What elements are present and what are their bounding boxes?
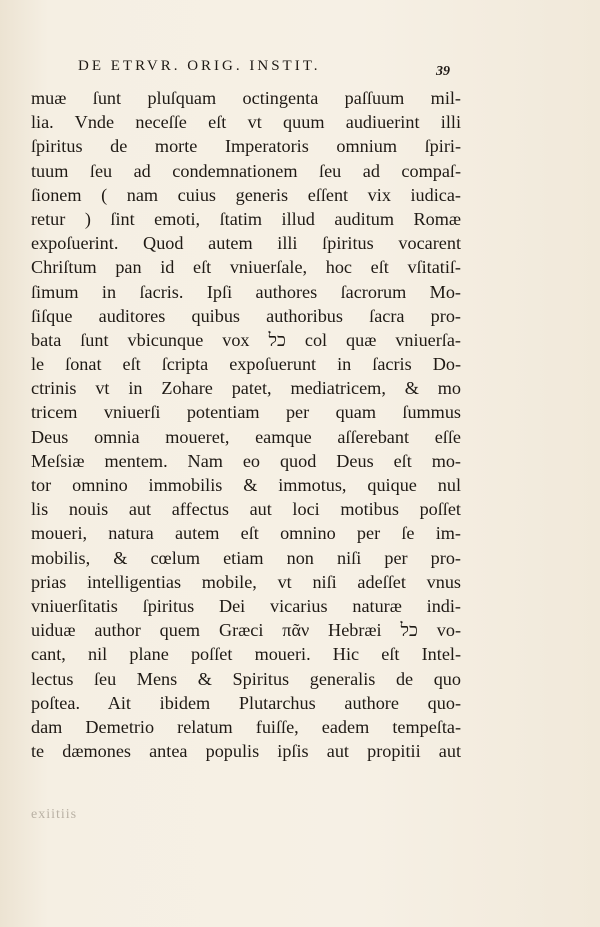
text-line: tuum ſeu ad condemnationem ſeu ad compaſ- [31, 160, 461, 181]
text-line: cant, nil plane poſſet moueri. Hic eſt Intel- [31, 644, 461, 665]
text-line: ctrinis vt in Zohare patet, mediatricem, & mo [31, 378, 461, 399]
text-line: Deus omnia moueret, eamque aſſerebant eſſe [31, 426, 461, 447]
text-line: uiduæ author quem Græci πᾶν Hebræi כל vo- [31, 620, 462, 641]
text-line: poſtea. Ait ibidem Plutarchus authore quo- [31, 692, 461, 713]
text-line: Chriſtum pan id eſt vniuerſale, hoc eſt vſitatiſ- [31, 257, 461, 278]
text-line: dam Demetrio relatum fuiſſe, eadem tempeſta- [31, 716, 461, 737]
text-line: ſpiritus de morte Imperatoris omnium ſpiri- [31, 136, 461, 157]
page-number: 39 [436, 64, 450, 79]
text-line: prias intelligentias mobile, vt niſi adeſſet vnus [31, 571, 461, 592]
text-line: tricem vniuerſi potentiam per quam ſummus [31, 402, 461, 423]
text-line: te dæmones antea populis ipſis aut propitii aut [31, 741, 461, 762]
text-line: bata ſunt vbicunque vox כל col quæ vniuerſa- [31, 329, 461, 350]
text-line: ſimum in ſacris. Ipſi authores ſacrorum Mo- [31, 281, 461, 302]
text-line: Meſsiæ mentem. Nam eo quod Deus eſt mo- [31, 450, 461, 471]
text-line: tor omnino immobilis & immotus, quique nul [31, 475, 461, 495]
running-head: DE ETRVR. ORIG. INSTIT. [78, 58, 321, 74]
text-line: moueri, natura autem eſt omnino per ſe im- [31, 523, 461, 544]
text-line: lia. Vnde neceſſe eſt vt quum audiuerint illi [31, 112, 461, 133]
text-line: ſionem ( nam cuius generis eſſent vix iudica- [31, 184, 461, 205]
text-line: lis nouis aut affectus aut loci motibus poſſet [31, 499, 461, 520]
text-line: vniuerſitatis ſpiritus Dei vicarius naturæ indi- [31, 595, 461, 616]
text-line: mobilis, & cœlum etiam non niſi per pro- [31, 547, 461, 568]
body-text [31, 86, 461, 763]
text-line: ſiſque auditores quibus authoribus ſacra pro- [31, 305, 461, 326]
text-line: expoſuerint. Quod autem illi ſpiritus vocarent [31, 233, 461, 254]
text-line: muæ ſunt pluſquam octingenta paſſuum mil- [31, 88, 461, 108]
catchword: exiitiis [31, 807, 78, 822]
text-line: le ſonat eſt ſcripta expoſuerunt in ſacris Do- [31, 354, 461, 375]
text-line: lectus ſeu Mens & Spiritus generalis de quo [31, 668, 461, 689]
text-line: retur ) ſint emoti, ſtatim illud auditum Romæ [31, 208, 461, 229]
